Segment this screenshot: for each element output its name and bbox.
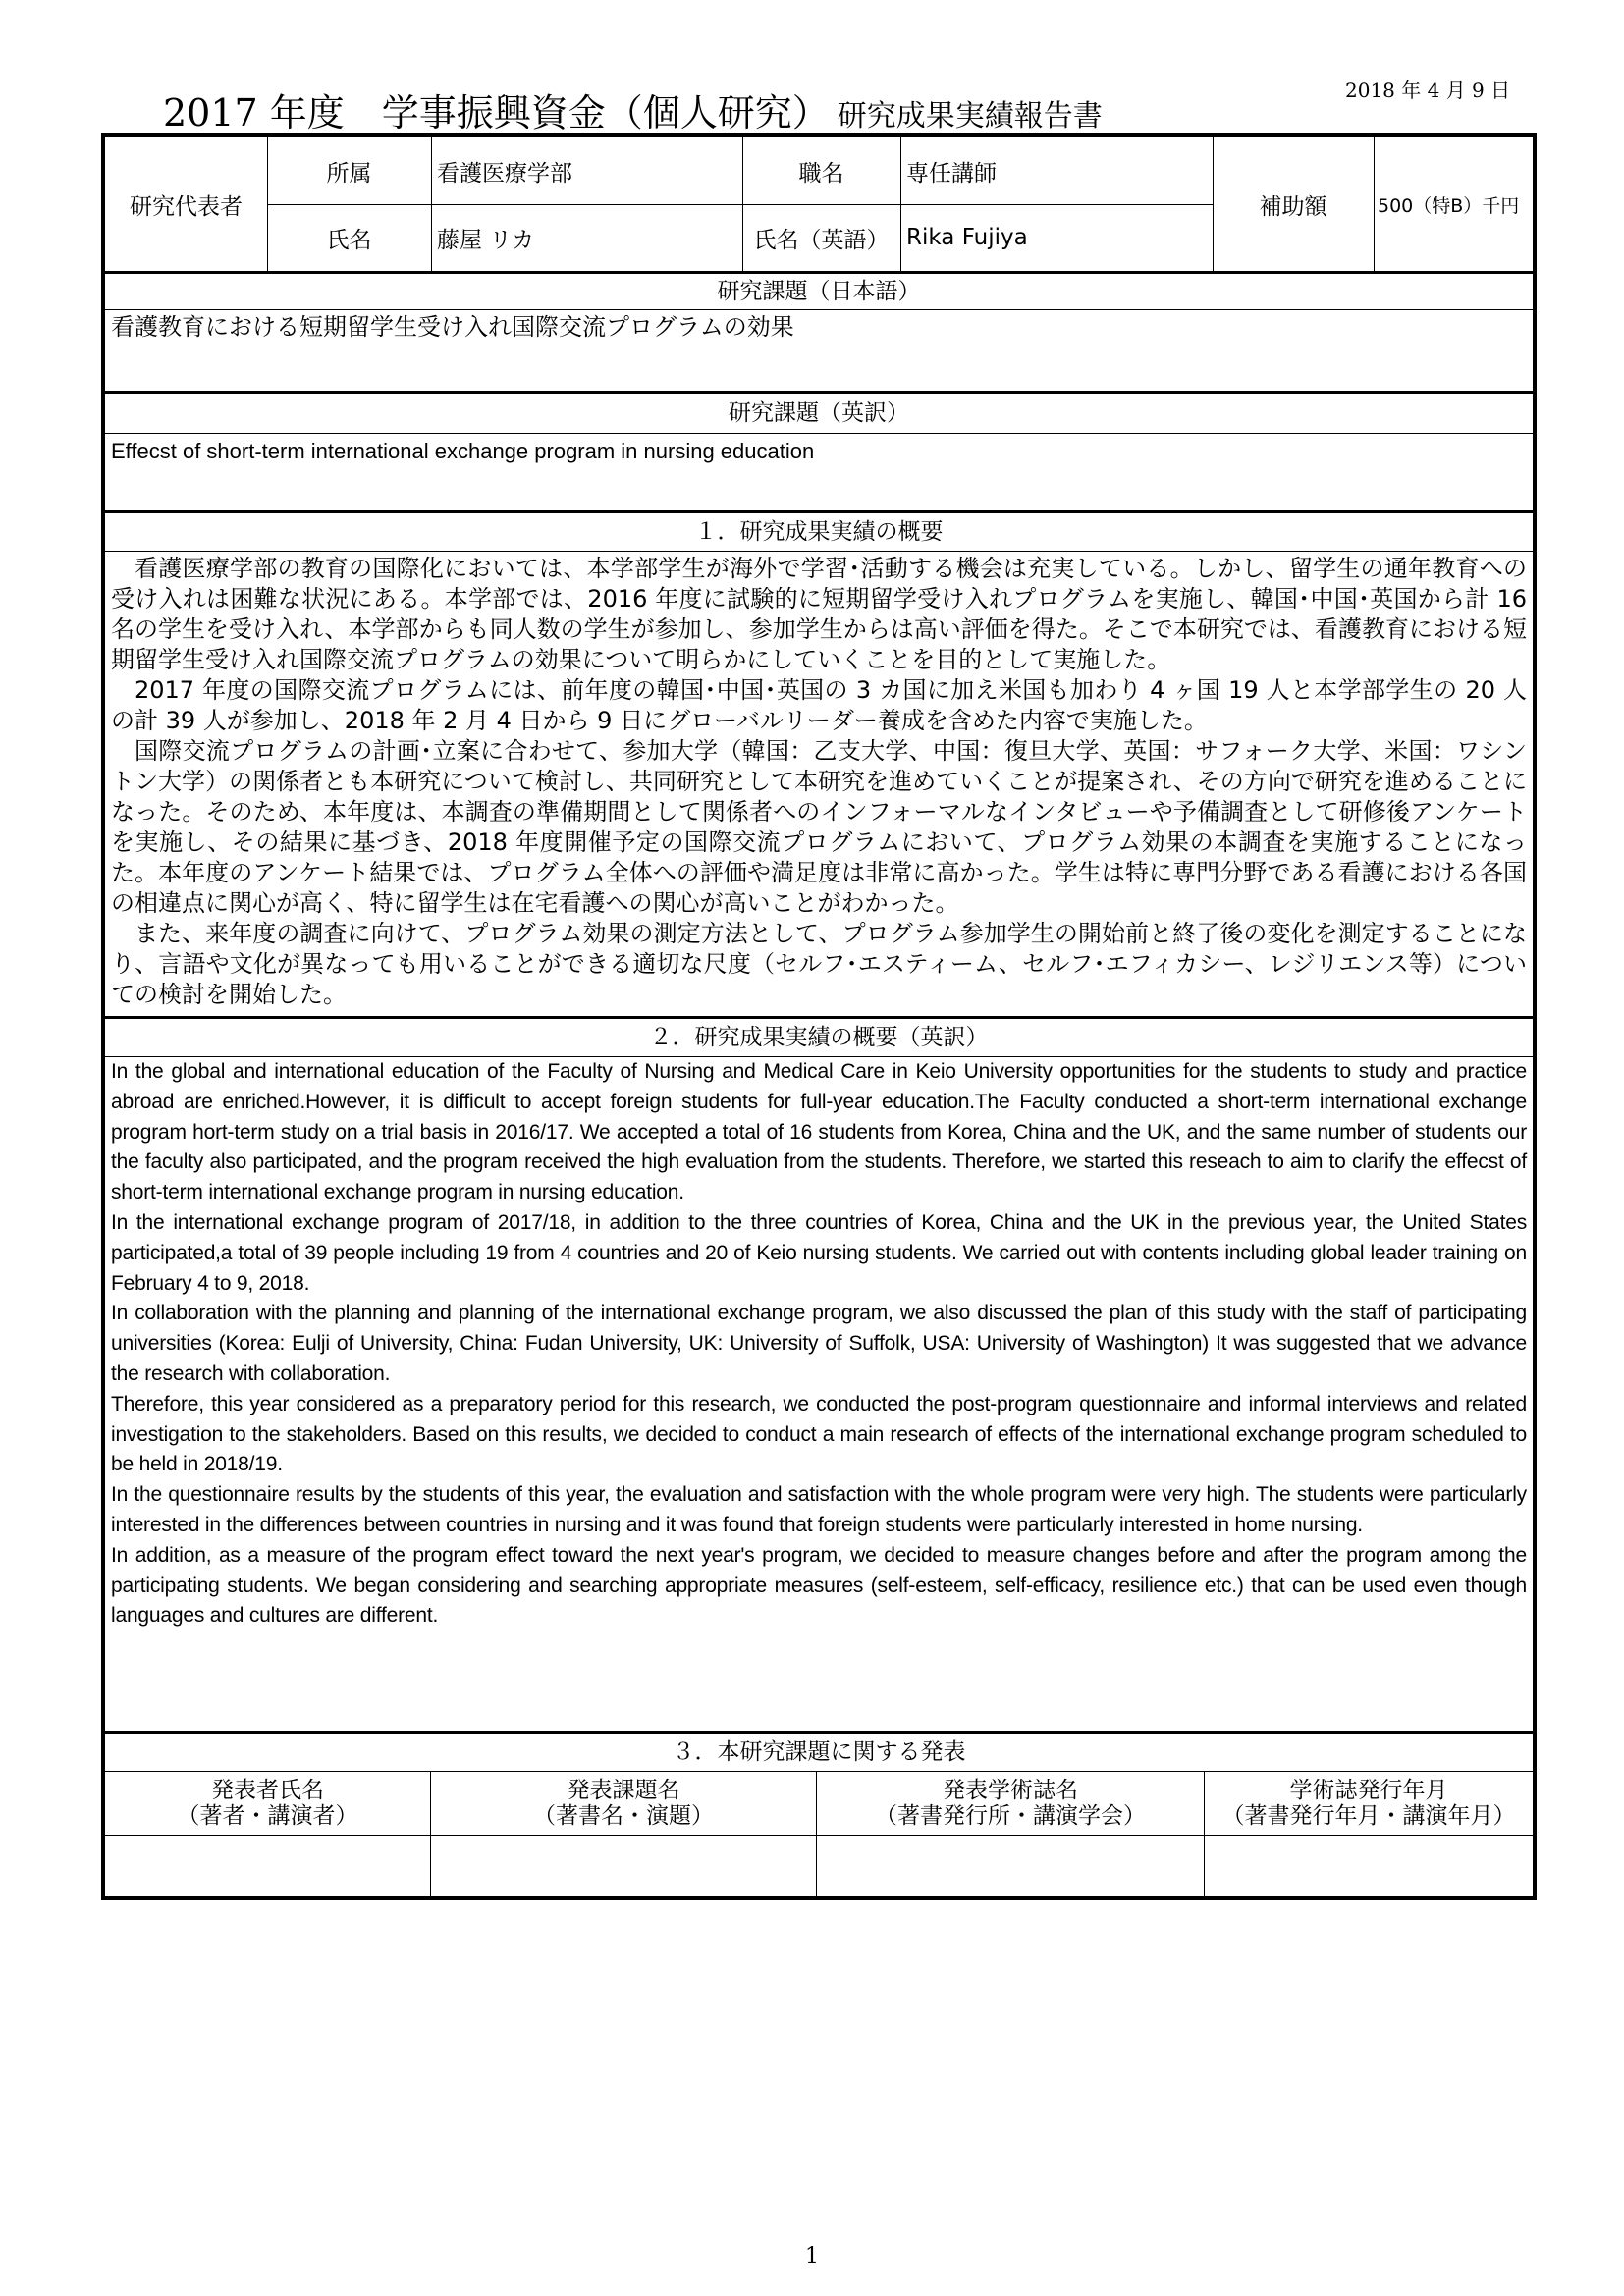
report-date: 2018 年 4 月 9 日 xyxy=(1345,79,1511,102)
name-value: 藤屋 リカ xyxy=(437,227,535,253)
cell-journal xyxy=(817,1836,1205,1896)
section2-heading: ２．研究成果実績の概要（英訳） xyxy=(105,1019,1533,1057)
page-number: 1 xyxy=(805,2244,819,2269)
grant-value: 500（特B）千円 xyxy=(1378,194,1520,217)
title-sub: 研究成果実績報告書 xyxy=(837,99,1103,133)
name-en-label: 氏名（英語） xyxy=(753,227,890,253)
name-en-value: Rika Fujiya xyxy=(906,225,1028,250)
column-header-presenter: 発表者氏名 （著者・講演者） xyxy=(105,1772,431,1835)
section2-paragraph: In addition, as a measure of the program effect toward the next year's program, we decided to measure changes before and after the program among the participating students. We began considering and searching appropriate measures (self-esteem, self-efficacy, resilience etc.) that can be used even though languages and cultures are different. xyxy=(111,1543,1527,1628)
document-title xyxy=(163,82,1103,136)
name-label: 氏名 xyxy=(326,227,372,253)
section1-paragraph: 2017 年度の国際交流プログラムには、前年度の韓国･中国･英国の 3 カ国に加え米国も加わり 4 ヶ国 19 人と本学部学生の 20 人の計 39 人が参加し、2018 年 2 月 4 日から 9 日にグローバルリーダー養成を含めた内容で実施した。 xyxy=(111,676,1527,734)
section2-paragraph: In collaboration with the planning and planning of the international exchange program, we also discussed the plan of this study with the staff of participating universities (Korea: Eulji of University, China: Fudan University, UK: University of Suffolk, USA: University of Washington) It was suggested that we advance the research with collaboration. xyxy=(111,1302,1527,1385)
topic-jp-heading: 研究課題（日本語） xyxy=(105,274,1533,310)
section2 xyxy=(105,1019,1533,1734)
title-main: 2017 年度 学事振興資金（個人研究） xyxy=(163,91,830,134)
section1-heading: １．研究成果実績の概要 xyxy=(105,513,1533,552)
representative-label: 研究代表者 xyxy=(130,193,243,220)
section2-paragraph: Therefore, this year considered as a preparatory period for this research, we conducted the post-program questionnaire and informal interviews and related investigation to the stakeholders. Based on this results, we decided to conduct a main research of effects of the international exchange program scheduled to be held in 2018/19. xyxy=(111,1392,1527,1476)
column-header-date: 学術誌発行年月 （著書発行年月・講演年月） xyxy=(1221,1778,1516,1829)
position-label: 職名 xyxy=(798,160,844,187)
section1 xyxy=(105,513,1533,1019)
section3 xyxy=(105,1734,1533,1896)
section1-paragraph: 看護医療学部の教育の国際化においては、本学部学生が海外で学習･活動する機会は充実している。しかし、留学生の通年教育への受け入れは困難な状況にある。本学部では、2016 年度に試験的に短期留学受け入れプログラムを実施し、韓国･中国･英国から計 16 名の学生を受け入れ、本学部からも同人数の学生が参加し、参加学生からは高い評価を得た。そこで本研究では、看護教育における短期留学生受け入れ国際交流プログラムの効果について明らかにしていくことを目的として実施した。 xyxy=(111,555,1527,673)
section2-paragraph: In the global and international education of the Faculty of Nursing and Medical Care in Keio University opportunities for the students to study and practice abroad are enriched.However, it is difficult to accept foreign students for full-year education.The Faculty conducted a short-term international exchange program hort-term study on a trial basis in 2016/17. We accepted a total of 16 students from Korea, China and the UK, and the same number of students our the faculty also participated, and the program received the high evaluation from the students. Therefore, we started this reseach to aim to clarify the effecst of short-term international exchange program in nursing education. xyxy=(111,1060,1527,1204)
section2-paragraph: In the questionnaire results by the students of this year, the evaluation and satisfaction with the whole program were very high. The students were particularly interested in the differences between countries in nursing and it was found that foreign students were particularly interested in home nursing. xyxy=(111,1483,1527,1536)
topic-en-heading: 研究課題（英訳） xyxy=(105,394,1533,434)
column-header-journal: 発表学術誌名 （著書発行所・講演学会） xyxy=(817,1772,1205,1835)
cell-presenter xyxy=(105,1836,431,1896)
position-value: 専任講師 xyxy=(906,160,997,187)
grant-label: 補助額 xyxy=(1259,193,1327,220)
researcher-info-table xyxy=(105,137,1533,274)
affiliation-value: 看護医療学部 xyxy=(437,160,572,187)
topic-en-section xyxy=(105,394,1533,513)
column-header-title: 発表課題名 （著書名・演題） xyxy=(431,1772,817,1835)
section1-paragraph: 国際交流プログラムの計画･立案に合わせて、参加大学（韓国：乙支大学、中国：復旦大学、英国：サフォーク大学、米国：ワシントン大学）の関係者とも本研究について検討し、共同研究として本研究を進めていくことが提案され、その方向で研究を進めることになった。そのため、本年度は、本調査の準備期間として関係者へのインフォーマルなインタビューや予備調査として研修後アンケートを実施し、その結果に基づき、2018 年度開催予定の国際交流プログラムにおいて、プログラム効果の本調査を実施することになった。本年度のアンケート結果では、プログラム全体への評価や満足度は非常に高かった。学生は特に専門分野である看護における各国の相違点に関心が高く、特に留学生は在宅看護への関心が高いことがわかった。 xyxy=(111,737,1527,917)
cell-title xyxy=(431,1836,817,1896)
topic-jp-section xyxy=(105,274,1533,394)
section2-paragraph: In the international exchange program of 2017/18, in addition to the three countries of Korea, China and the UK in the previous year, the United States participated,a total of 39 people including 19 from 4 countries and 20 of Keio nursing students. We carried out with contents including global leader training on February 4 to 9, 2018. xyxy=(111,1210,1527,1295)
report-form xyxy=(101,133,1537,1900)
affiliation-label: 所属 xyxy=(326,160,372,187)
topic-en-value: Effecst of short-term international exchange program in nursing education xyxy=(105,434,1533,513)
section1-body xyxy=(105,552,1533,1019)
publication-header-row xyxy=(105,1772,1533,1836)
section3-heading: ３．本研究課題に関する発表 xyxy=(105,1734,1533,1772)
topic-jp-value: 看護教育における短期留学生受け入れ国際交流プログラムの効果 xyxy=(105,310,1533,394)
section1-paragraph: また、来年度の調査に向けて、プログラム効果の測定方法として、プログラム参加学生の開始前と終了後の変化を測定することになり、言語や文化が異なっても用いることができる適切な尺度（セルフ･エスティーム、セルフ･エフィカシー、レジリエンス等）についての検討を開始した。 xyxy=(111,920,1527,1008)
section2-body xyxy=(105,1057,1533,1734)
cell-date xyxy=(1205,1836,1533,1896)
publication-row xyxy=(105,1836,1533,1896)
